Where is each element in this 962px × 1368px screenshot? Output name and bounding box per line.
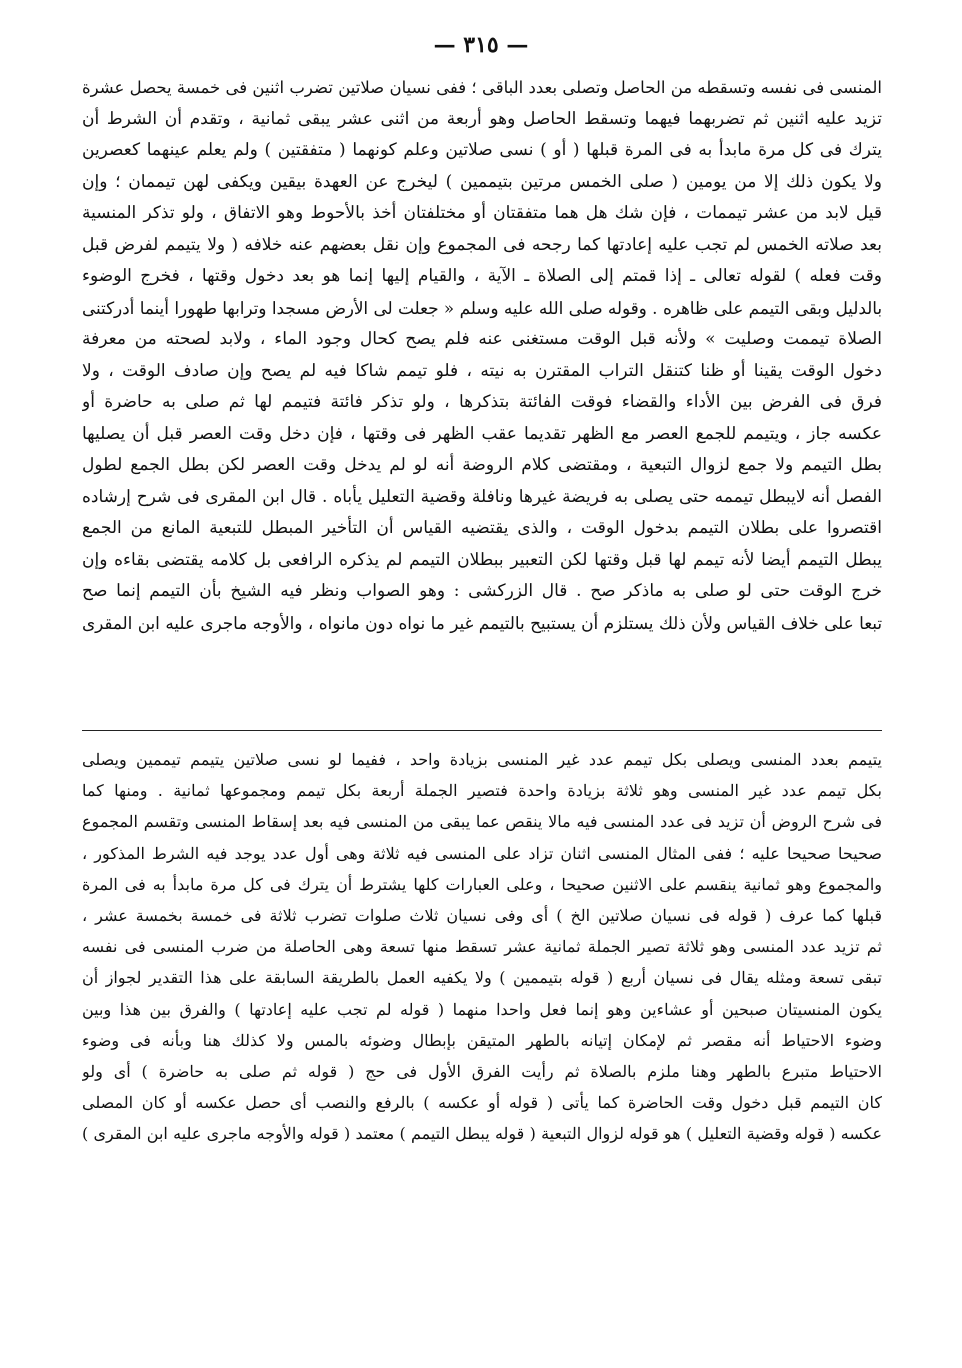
footnote-line: قبلها كما عرف ( قوله فى نسيان صلاتين الخ ) أى وفى نسيان ثلاث صلوات تضرب ثلاثة فى خمسة بخمسة عشر ، (82, 906, 882, 926)
main-line: يبطل التيمم أيضا لأنه تيمم لها قبل وقتها لكن التعبير ببطلان التيمم لم يذكره الرافعى بل كلامه يقتضى بقاءه وإن (82, 549, 882, 570)
footnote-line: صحيحا صحيحا عليه ؛ ففى المثال المنسى اثنان تزاد على المنسى فيه ثلاثة وهى أول عدد يوجد فيه الشرط المذكور ، (82, 843, 882, 863)
main-line: تبعا على خلاف القياس ولأن ذلك يستلزم أن يستبيح بالتيمم غير ما نواه دون مانواه ، والأوجه ماجرى عليه ابن المقرى (82, 612, 882, 633)
main-line: المنسى فى نفسه وتسقطه من الحاصل وتصلى بعدد الباقى ؛ ففى نسيان صلاتين تضرب اثنين فى خمسة يحصل عشرة (82, 78, 882, 97)
main-line: عكسه جاز ، ويتيمم للجمع العصر مع الظهر تقديما عقب الظهر فى وقتها ، فإن دخل وقت العصر قبل أن يصليها (82, 423, 882, 444)
footnote-line: يكون المنسيتان صبحين أو عشاءين وهو إنما فعل واحدا منهما ( قوله لم تجب عليه إعادتها ) والفرق بين هذا وبين (82, 999, 882, 1019)
main-line: الصلاة تيممت وصليت » ولأنه قبل الوقت مستغنى عنه فلم يصح كحال وجود الماء ، ولابد لصحته من معرفة (82, 329, 882, 349)
main-line: الفصل أنه لايبطل تيممه حتى يصلى به فريضة غيرها ونافلة وقضية التعليل يأباه . قال ابن المقرى فى شرح إرشاده (82, 486, 882, 507)
main-line: بعد صلاته الخمس لم تجب عليه إعادتها كما رجحه فى المجموع وإن نقل بعضهم عنه خلافه ( ولا يتيمم لفرض قبل (82, 234, 882, 255)
footnote-line: ثم تزيد عدد المنسى وهو ثلاثة تصير الجملة ثمانية عشر تسقط منها تسعة وهى الحاصلة من ضرب المنسى فى نفسه (82, 937, 882, 957)
main-line: خرج الوقت حتى لو صلى به ماذكر صح . قال الزركشى : وهو الصواب ونظر فيه الشيخ بأن التيمم إنما صح (82, 581, 882, 601)
footnote-line: والمجموع وهو ثمانية ينقسم على الاثنين صحيحا ، وعلى العبارات كلها يشترط أن يترك فى كل مرة مابدأ به فى المرة (82, 874, 882, 894)
footnote-line: تبقى تسعة ومثله يقال فى نسيان أربع ( قوله بتيممين ) ولا يكفيه العمل بالطريقة السابقة على هذا التقدير لجواز أن (82, 968, 882, 988)
main-line: بالدليل وبقى التيمم على ظاهره . وقوله صلى الله عليه وسلم « جعلت لى الأرض مسجدا وترابها طهورا أينما أدركتنى (82, 297, 882, 318)
footnote-line: الاحتياط متبرع بالطهر وهنا ملزم بالصلاة ثم رأيت الفرق الأول فى حج ( قوله ثم صلى به حاضرة ) أى ولو (82, 1062, 882, 1082)
main-line: يترك فى كل مرة مابدأ به فى المرة قبلها ( أو ) نسى صلاتين وعلم كونهما ( متفقتين ) ولم يعلم عينهما كعصرين (82, 140, 882, 160)
main-line: تزيد عليه اثنين ثم تضربهما فيهما وتسقط الحاصل وهو أربعة من اثنى عشر يبقى ثمانية ، وتقدم أن الشرط أن (82, 108, 882, 129)
footnote-line: بكل تيمم عدد غير المنسى وهو ثلاثة بزيادة واحدة فتصير الجملة أربعة بكل تيمم ومجموعها ثمانية . ومنها كما (82, 781, 882, 801)
main-line: بطل التيمم ولا جمع لزوال التبعية ، ومقتضى كلام الروضة أنه لو لم يدخل وقت العصر لكن بطل الجمع لطول (82, 455, 882, 475)
main-line: ولا يكون ذلك إلا من يومين ( صلى الخمس مرتين بتيممين ) ليخرج عن العهدة بيقين ويكفى لهن تيممان ؛ وإن (82, 171, 882, 192)
footnote-line: وضوء الاحتياط أنه مقصر ثم لإمكان إتيانه بالطهر المتيقن بإبطال وضوئه بالمس ولا كذلك هنا وبأنه فى وضوء (82, 1030, 882, 1050)
main-line: فرق فى الفرض بين الأداء والقضاء فوقت الفائتة بتذكرها ، ولو تذكر فائتة فتيمم لها ثم صلى به حاضرة أو (82, 392, 882, 412)
footnote-divider (82, 730, 882, 731)
footnote-line: عكسه ( قوله وقضية التعليل ) هو قوله لزوال التبعية ( قوله يبطل التيمم ) معتمد ( قوله والأوجه ماجرى عليه ابن المقرى ) (82, 1124, 882, 1144)
main-line: دخول الوقت يقينا أو ظنا كتنقل التراب المقترن به نيته ، فلو تيمم شاكا فيه لم يصح وإن صادف الوقت ، ولا (82, 360, 882, 381)
main-line: اقتصروا على بطلان التيمم بدخول الوقت ، والذى يقتضيه القياس أن التأخير المبطل للتبعية المانع من الجمع (82, 518, 882, 538)
main-text (82, 72, 882, 639)
footnote-line: يتيمم بعدد المنسى ويصلى بكل تيمم عدد غير المنسى بزيادة واحد ، ففيما لو نسى صلاتين يتيمم تيممين ويصلى (82, 750, 882, 769)
footnote-line: فى شرح الروض أن تزيد فى عدد المنسى فيه مالا ينقص عما يبقى من المنسى فيه بعد إسقاط المنسى وتقسم المجموع (82, 812, 882, 832)
footnote-text (82, 744, 882, 1150)
main-line: قيل لابد من عشر تيممات ، فإن شك هل هما متفقتان أو مختلفتان أخذ بالأحوط وهو الاتفاق ، ولو تذكر المنسية (82, 203, 882, 223)
footnote-line: كان التيمم قبل دخول وقت الحاضرة كما يأتى ( قوله أو عكسه ) بالرفع والنصب أى حصل عكسه أو كان المصلى (82, 1093, 882, 1113)
page-number: — ٣١٥ — (433, 32, 529, 58)
main-line: وقت فعله ) لقوله تعالى ـ إذا قمتم إلى الصلاة ـ الآية ، والقيام إليها إنما هو بعد دخول وقتها ، فخرج الوضوء (82, 266, 882, 286)
